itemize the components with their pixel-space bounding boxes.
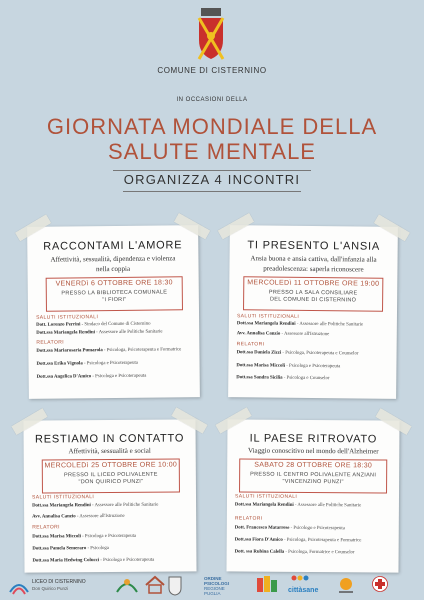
colorful-logo-icon	[256, 574, 282, 596]
divider	[113, 170, 311, 171]
organizza-label: ORGANIZZA 4 INCONTRI	[123, 172, 301, 187]
subtitle-line: preadolescenza: saperla riconoscere	[263, 264, 364, 274]
person-name: Dott. ssa Rubina Calella	[234, 549, 285, 555]
person-row	[36, 329, 162, 335]
tape	[374, 214, 410, 241]
tape	[218, 213, 254, 239]
person-row	[32, 558, 154, 564]
person-row	[235, 525, 345, 531]
event-date: MERCOLEDì 11 OTTOBRE ORE 19:00	[247, 279, 380, 288]
card-title: IL PAESE RITROVATO	[249, 432, 378, 446]
person-name: Dott.ssa Maria Hedwing Colucci	[32, 558, 100, 564]
person-name: Dott.ssa Mariangela Rendini	[236, 321, 296, 327]
person-role: - Assessore all'Istruzione	[280, 331, 330, 338]
person-role: - Psicologa, Psicoterapeuta e Formatrice	[102, 347, 182, 354]
cittasane-logo: cittàsane	[288, 587, 319, 594]
person-name: Dott.ssa Fiora D'Amico	[234, 537, 283, 543]
person-role: - Assessore alle Politiche Sanitarie	[293, 502, 362, 509]
card-title: RACCONTAMI L'AMORE	[43, 239, 183, 253]
tape	[171, 407, 207, 433]
saluti-heading: SALUTI ISTITUZIONALI	[236, 313, 300, 320]
person-name: Dott.ssa Mariangela Rendini	[234, 502, 294, 508]
person-row	[32, 534, 136, 540]
tape	[174, 213, 210, 239]
person-role: - Assessore alle Politiche Sanitarie	[90, 502, 159, 509]
red-cross-icon	[372, 576, 388, 592]
person-row	[235, 549, 355, 555]
event-card-1	[27, 225, 200, 399]
saluti-heading: SALUTI ISTITUZIONALI	[36, 314, 99, 321]
tape	[215, 407, 251, 433]
person-role: - Assessore alle Politiche Sanitarie	[94, 329, 163, 336]
house-logo-icon	[144, 574, 166, 596]
person-name: Dott.ssa Erika Vignola	[36, 361, 83, 367]
person-row	[237, 350, 359, 356]
shield-logo-icon	[168, 576, 182, 596]
person-role: - Psicologo e Psicoterapeuta	[289, 525, 345, 532]
person-name: Avv. Annalisa Canzio	[236, 331, 281, 337]
person-row	[37, 361, 138, 367]
person-row	[237, 321, 363, 327]
organizza-banner	[113, 170, 311, 192]
card-subtitle	[30, 445, 190, 456]
person-role: - Psicologa e Psicoterapeuta	[99, 557, 155, 564]
hands-logo-icon	[114, 572, 140, 598]
person-name: Dott.ssa Mariangela Rendini	[36, 330, 96, 336]
subtitle-line: Viaggio conoscitivo nel mondo dell'Alzheimer	[247, 446, 379, 456]
event-date: MERCOLEDì 25 OTTOBRE ORE 10:00	[44, 461, 178, 470]
page-title	[0, 114, 424, 164]
comune-crest-icon	[196, 8, 226, 60]
person-role: - Psicologa, Psicoterapeuta e Formatrice	[282, 537, 362, 544]
event-place-name: "VINCENZINO PUNZI"	[282, 478, 344, 486]
title-line-2: SALUTE MENTALE	[108, 139, 316, 164]
person-role: - Sindaco del Comune di Cisternino	[80, 321, 151, 328]
person-name: Avv. Annalisa Canzio	[32, 514, 76, 520]
ordine-line-4: PUGLIA	[204, 591, 221, 596]
person-row	[32, 546, 109, 552]
person-row	[237, 331, 330, 337]
event-card-3	[23, 419, 196, 572]
person-name: Dott.ssa Angelica D'Amico	[36, 374, 92, 380]
subtitle-line: Affettività, sessualità, dipendenza e violenza	[50, 254, 176, 264]
liceo-subname: Don Quirico Punzi	[32, 586, 69, 591]
card-subtitle	[33, 253, 192, 275]
event-place-name: "DON QUIRICO PUNZI"	[78, 478, 144, 486]
person-role: - Assessore alle Politiche Sanitarie	[295, 321, 364, 328]
event-card-2	[228, 225, 398, 399]
person-name: Dott.ssa Mariangela Rendini	[32, 503, 91, 509]
person-role: - Psicologa e Psicoterapeuta	[91, 373, 147, 380]
relatori-heading: RELATORI	[32, 524, 60, 531]
person-name: Dott.ssa Mariarosaria Pumarola	[36, 348, 103, 354]
person-row	[37, 374, 147, 380]
sun-logo-icon	[336, 574, 356, 596]
person-role: - Psicologa e Psicoterapeuta	[80, 533, 137, 540]
ordine-line-3: REGIONE	[204, 586, 225, 591]
event-place-name: DEL COMUNE DI CISTERNINO	[270, 296, 357, 304]
date-box	[46, 276, 183, 311]
comune-label: COMUNE DI CISTERNINO	[157, 66, 267, 75]
liceo-name: LICEO DI CISTERNINO	[32, 579, 86, 585]
person-row	[235, 537, 362, 543]
event-place: PRESSO IL CENTRO POLIVALENTE ANZIANI	[250, 471, 377, 479]
liceo-logo-icon	[8, 578, 30, 596]
event-place-name: "I FIORI"	[102, 296, 127, 304]
divider	[123, 191, 301, 192]
event-place: PRESSO LA SALA CONSILIARE	[268, 289, 358, 297]
person-row	[36, 347, 181, 354]
saluti-heading: SALUTI ISTITUZIONALI	[234, 493, 298, 500]
date-box	[239, 458, 387, 493]
person-name: Dott.ssa Marisa Miccoli	[236, 363, 286, 369]
person-row	[236, 375, 329, 381]
person-row	[236, 363, 340, 369]
relatori-heading: RELATORI	[236, 341, 265, 348]
person-name: Dott.ssa Daniela Zizzi	[236, 350, 282, 356]
title-line-1: GIORNATA MONDIALE DELLA	[46, 114, 378, 139]
person-name: Dott.ssa Sandra Sicilia	[236, 375, 283, 381]
event-date: SABATO 28 OTTOBRE ORE 18:30	[254, 461, 373, 470]
tape	[11, 408, 47, 435]
ordine-line-2: PSICOLOGI	[204, 581, 230, 586]
event-date: VENERDì 6 OTTOBRE ORE 18:30	[55, 279, 173, 288]
event-card-4	[226, 419, 399, 572]
person-role: - Psicologa e Psicoterapeuta	[285, 363, 341, 370]
event-place: PRESSO LA BIBLIOTECA COMUNALE	[61, 289, 168, 297]
person-role: - Psicologa, Psicoterapeuta e Counselor	[281, 350, 359, 357]
card-title: TI PRESENTO L'ANSIA	[247, 239, 381, 253]
person-role: - Psicologa, Formatrice e Counselor	[284, 549, 355, 556]
saluti-heading: SALUTI ISTITUZIONALI	[31, 494, 95, 501]
person-role: - Psicologa e Counselor	[282, 375, 330, 382]
occasione-label: IN OCCASIONI DELLA	[176, 97, 248, 103]
date-box	[243, 276, 383, 311]
card-subtitle	[235, 253, 391, 275]
people-logo-icon	[290, 574, 310, 588]
date-box	[42, 459, 180, 494]
person-role: - Psicologa e Psicoterapeuta	[82, 360, 138, 367]
person-name: Dott.ssa Marisa Miccoli	[32, 534, 81, 540]
person-name: Dott.ssa Pamela Semeraro	[32, 546, 87, 552]
footer-logos	[0, 572, 424, 600]
person-row	[32, 503, 158, 509]
person-row	[36, 322, 150, 328]
subtitle-line: Affettività, sessualità e social	[68, 446, 151, 456]
card-title: RESTIAMO IN CONTATTO	[34, 432, 185, 446]
relatori-heading: RELATORI	[36, 339, 65, 346]
relatori-heading: RELATORI	[234, 515, 263, 522]
card-subtitle	[233, 445, 393, 456]
person-role: - Assessore all'Istruzione	[75, 513, 125, 520]
tape	[375, 408, 411, 435]
event-place: PRESSO IL LICEO POLIVALENTE	[63, 471, 158, 479]
person-row	[32, 514, 125, 520]
subtitle-line: nella coppia	[95, 264, 131, 274]
person-role: - Psicologa	[86, 546, 109, 552]
ordine-line-1: ORDINE	[204, 576, 222, 581]
person-name: Dott. Francesco Matarrese	[234, 525, 290, 531]
person-row	[235, 502, 361, 508]
person-name: Dott. Lorenzo Perrini	[36, 322, 81, 328]
subtitle-line: Ansia buona e ansia cattiva, dall'infanzia alla	[250, 254, 377, 264]
tape	[15, 214, 51, 241]
